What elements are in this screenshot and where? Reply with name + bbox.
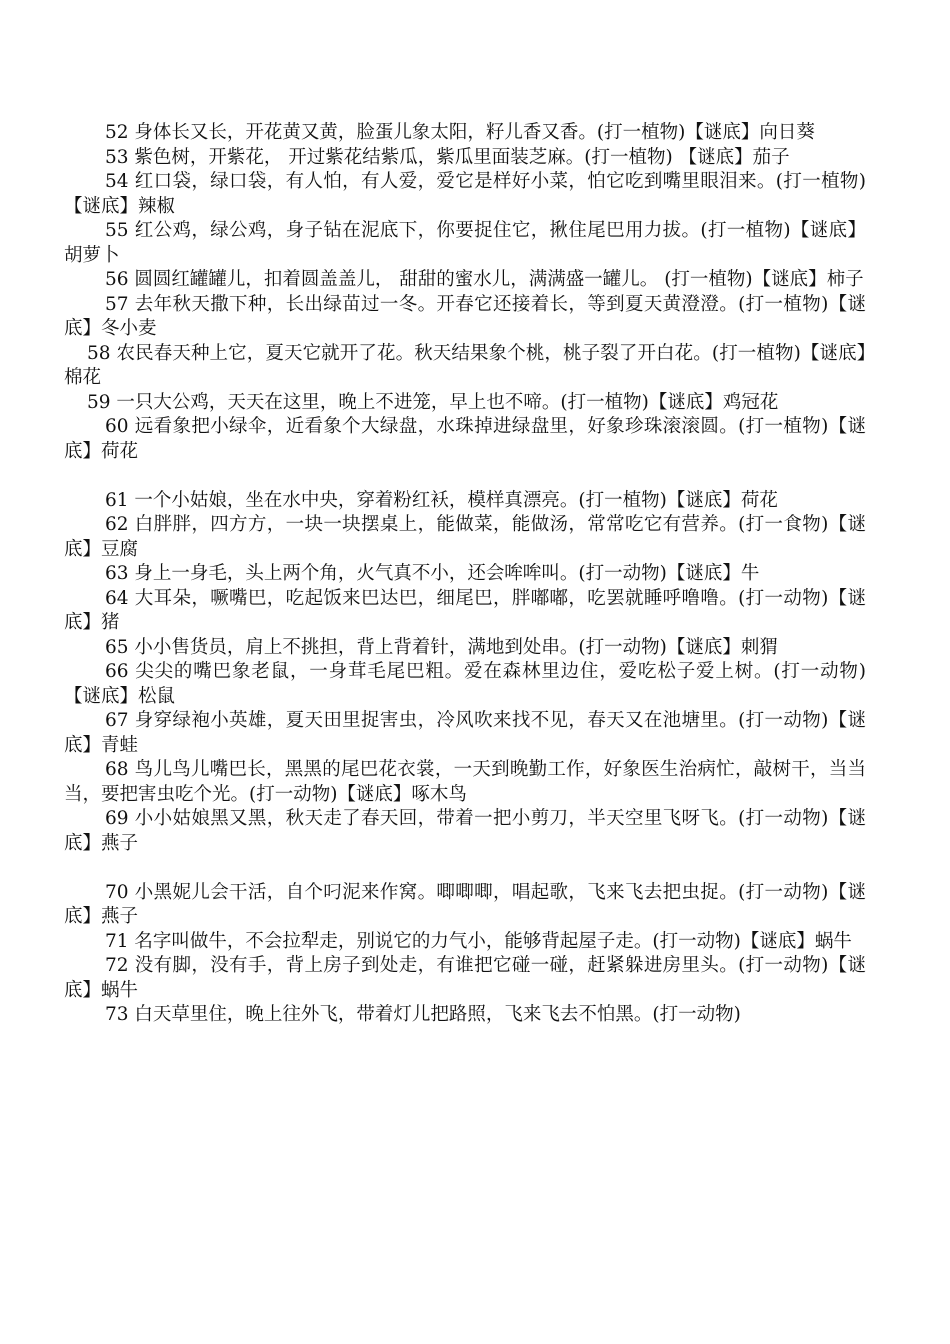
riddle-67 [64,709,866,758]
riddle-text: 白胖胖，四方方，一块一块摆桌上，能做菜，能做汤，常常吃它有营养。(打一食物)【谜底】豆腐 [64,514,866,560]
riddle-text: 一只大公鸡，天天在这里，晚上不进笼，早上也不啼。(打一植物)【谜底】鸡冠花 [110,391,779,413]
riddle-number: 61 [105,489,129,511]
riddle-number: 63 [105,563,129,584]
riddle-number: 67 [105,710,129,731]
riddle-text: 名字叫做牛，不会拉犁走，别说它的力气小，能够背起屋子走。(打一动物)【谜底】蜗牛 [128,930,852,952]
riddle-70 [64,881,866,930]
riddle-number: 60 [105,416,129,437]
blank-line [64,464,866,489]
riddle-text: 尖尖的嘴巴象老鼠，一身茸毛尾巴粗。爱在森林里边住，爱吃松子爱上树。(打一动物)【谜底】松鼠 [64,661,866,707]
riddle-text: 身穿绿袍小英雄，夏天田里捉害虫，冷风吹来找不见，春天又在池塘里。(打一动物)【谜底】青蛙 [64,710,866,756]
riddle-number: 72 [105,955,129,976]
riddle-65 [64,636,866,661]
riddle-number: 73 [105,1004,129,1025]
riddle-59 [64,391,866,416]
riddle-68 [64,758,866,807]
riddle-52 [64,121,866,146]
riddle-56 [64,268,866,293]
riddle-text: 身体长又长，开花黄又黄，脸蛋儿象太阳，籽儿香又香。(打一植物)【谜底】向日葵 [128,122,815,143]
riddle-number: 68 [105,759,129,780]
riddle-58 [64,342,866,391]
riddle-text: 远看象把小绿伞，近看象个大绿盘，水珠掉进绿盘里，好象珍珠滚滚圆。(打一植物)【谜底】荷花 [64,416,866,462]
riddle-55 [64,219,866,268]
riddle-text: 紫色树，开紫花， 开过紫花结紫瓜，紫瓜里面装芝麻。(打一植物) 【谜底】茄子 [128,146,790,168]
riddle-text: 没有脚，没有手，背上房子到处走，有谁把它碰一碰，赶紧躲进房里头。(打一动物)【谜底】蜗牛 [64,955,866,1001]
riddle-number: 53 [105,146,129,168]
riddle-72 [64,954,866,1003]
riddle-text: 一个小姑娘，坐在水中央，穿着粉红袄，模样真漂亮。(打一植物)【谜底】荷花 [128,489,778,511]
riddle-54 [64,170,866,219]
riddle-text: 圆圆红罐罐儿，扣着圆盖盖儿， 甜甜的蜜水儿，满满盛一罐儿。 (打一植物)【谜底】柿子 [128,269,864,290]
riddle-text: 红口袋，绿口袋，有人怕，有人爱，爱它是样好小菜，怕它吃到嘴里眼泪来。(打一植物)【谜底】辣椒 [64,171,866,217]
riddle-69 [64,807,866,856]
riddle-number: 62 [105,514,129,535]
document-page [64,121,866,1028]
riddle-number: 65 [105,636,129,658]
riddle-text: 身上一身毛，头上两个角，火气真不小，还会哞哞叫。(打一动物)【谜底】牛 [128,563,760,584]
riddle-text: 白天草里住，晚上往外飞，带着灯儿把路照，飞来飞去不怕黑。(打一动物) [128,1004,741,1025]
riddle-62 [64,513,866,562]
riddle-text: 红公鸡，绿公鸡，身子钻在泥底下，你要捉住它，揪住尾巴用力拔。(打一植物)【谜底】胡萝卜 [64,220,866,266]
riddle-57 [64,293,866,342]
riddle-73 [64,1003,866,1028]
riddle-63 [64,562,866,587]
riddle-60 [64,415,866,464]
riddle-text: 鸟儿鸟儿嘴巴长，黑黑的尾巴花衣裳，一天到晚勤工作，好象医生治病忙，敲树干，当当当，要把害虫吃个光。(打一动物)【谜底】啄木鸟 [64,759,866,805]
riddle-number: 54 [105,171,129,192]
riddle-text: 农民春天种上它，夏天它就开了花。秋天结果象个桃，桃子裂了开白花。(打一植物)【谜底】棉花 [64,342,866,388]
riddle-71 [64,930,866,955]
riddle-number: 64 [105,587,129,609]
riddle-number: 71 [105,930,129,952]
blank-line [64,856,866,881]
riddle-text: 小小售货员，肩上不挑担，背上背着针，满地到处串。(打一动物)【谜底】刺猬 [128,636,778,658]
riddle-number: 69 [105,808,129,829]
riddle-number: 56 [105,269,129,290]
riddle-text: 小小姑娘黑又黑，秋天走了春天回，带着一把小剪刀，半天空里飞呀飞。(打一动物)【谜底】燕子 [64,808,866,854]
riddle-64 [64,587,866,636]
riddle-text: 去年秋天撒下种，长出绿苗过一冬。开春它还接着长，等到夏天黄澄澄。(打一植物)【谜底】冬小麦 [64,293,866,339]
riddle-number: 57 [105,293,129,315]
riddle-61 [64,489,866,514]
riddle-66 [64,660,866,709]
riddle-number: 59 [87,391,111,413]
riddle-53 [64,146,866,171]
riddle-number: 66 [105,661,129,682]
riddle-number: 55 [105,220,129,241]
riddle-number: 58 [87,342,111,364]
riddle-number: 52 [105,122,129,143]
riddle-text: 大耳朵，噘嘴巴，吃起饭来巴达巴，细尾巴，胖嘟嘟，吃罢就睡呼噜噜。(打一动物)【谜底】猪 [64,587,866,633]
riddle-number: 70 [105,881,129,903]
riddle-text: 小黑妮儿会干活，自个叼泥来作窝。唧唧唧，唱起歌，飞来飞去把虫捉。(打一动物)【谜底】燕子 [64,881,866,927]
